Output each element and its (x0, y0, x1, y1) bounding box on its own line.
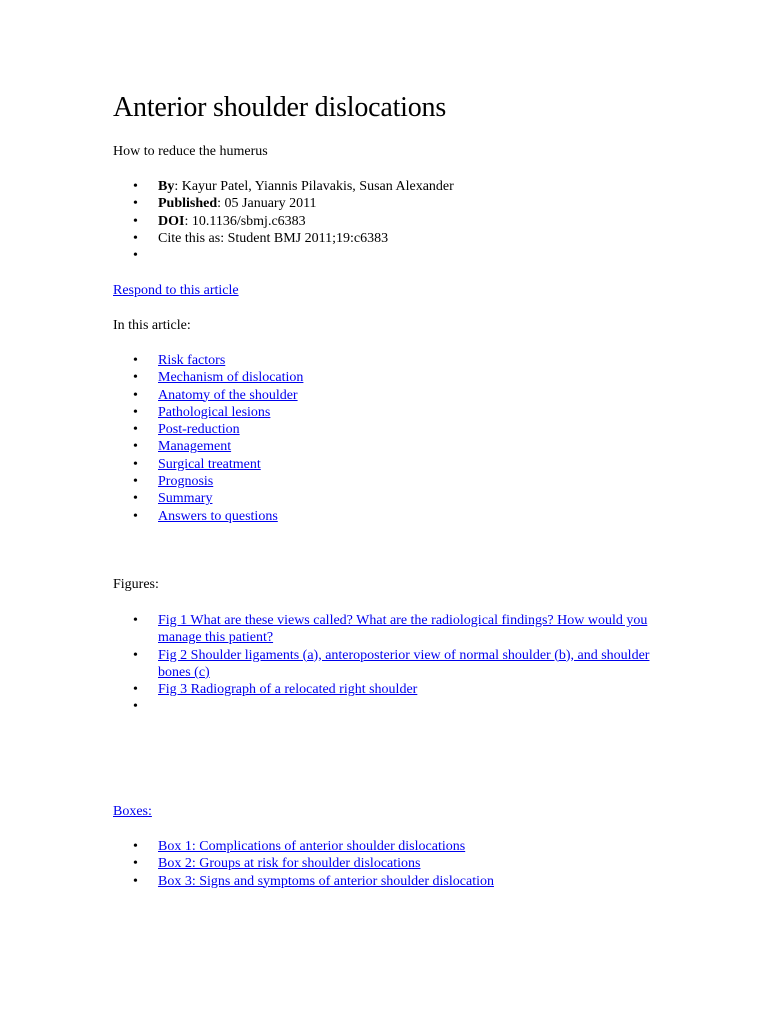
meta-cite: • Cite this as: Student BMJ 2011;19:c6383 (113, 230, 673, 247)
list-item (113, 873, 673, 890)
box-link[interactable]: Box 3: Signs and symptoms of anterior shoulder dislocation (158, 873, 494, 889)
section-link[interactable]: Answers to questions (158, 508, 278, 524)
respond-link[interactable]: Respond to this article (113, 283, 239, 298)
list-item (113, 681, 653, 698)
figures-list (113, 612, 653, 716)
list-item (113, 855, 673, 872)
figure-link[interactable]: Fig 1 What are these views called? What are the radiological findings? How would you manage this patient? (158, 613, 648, 646)
meta-doi-label: DOI (158, 213, 185, 229)
figure-link[interactable]: Fig 3 Radiograph of a relocated right shoulder (158, 682, 418, 698)
meta-authors-value: : Kayur Patel, Yiannis Pilavakis, Susan Alexander (174, 179, 454, 194)
section-link[interactable]: Anatomy of the shoulder (158, 387, 298, 403)
meta-published-value: : 05 January 2011 (217, 196, 317, 212)
section-link[interactable]: Prognosis (158, 474, 214, 490)
meta-published (113, 195, 673, 212)
list-item (113, 387, 673, 404)
figures-label: Figures: (113, 577, 159, 592)
in-this-article-label: In this article: (113, 318, 191, 333)
section-link[interactable]: Risk factors (158, 353, 226, 368)
list-item (113, 352, 673, 369)
meta-empty-item (113, 247, 673, 264)
box-link[interactable]: Box 2: Groups at risk for shoulder dislocations (158, 856, 421, 872)
page-title: Anterior shoulder dislocations (113, 92, 447, 123)
list-item (113, 438, 673, 455)
box-link[interactable]: Box 1: Complications of anterior shoulder dislocations (158, 839, 466, 854)
section-link[interactable]: Surgical treatment (158, 456, 261, 472)
section-link[interactable]: Management (158, 439, 232, 455)
meta-doi (113, 213, 673, 230)
figures-empty-item (113, 698, 653, 715)
list-item (113, 404, 673, 421)
sections-list (113, 352, 673, 525)
boxes-link[interactable]: Boxes: (113, 804, 152, 819)
list-item (113, 508, 673, 525)
list-item (113, 838, 673, 855)
list-item (113, 490, 673, 507)
list-item (113, 473, 673, 490)
meta-doi-value: : 10.1136/sbmj.c6383 (184, 213, 306, 229)
list-item (113, 612, 653, 647)
section-link[interactable]: Mechanism of dislocation (158, 370, 304, 386)
article-meta-list (113, 178, 673, 264)
meta-authors (113, 178, 673, 195)
boxes-list (113, 838, 673, 890)
section-link[interactable]: Post-reduction (158, 422, 240, 438)
section-link[interactable]: Summary (158, 491, 213, 507)
list-item (113, 369, 673, 386)
figure-link[interactable]: Fig 2 Shoulder ligaments (a), anteroposterior view of normal shoulder (b), and shoulder bones (c) (158, 647, 650, 680)
list-item (113, 456, 673, 473)
article-subtitle: How to reduce the humerus (113, 144, 268, 159)
section-link[interactable]: Pathological lesions (158, 404, 271, 420)
list-item (113, 421, 673, 438)
meta-published-label: Published (158, 196, 218, 212)
meta-authors-label: By (158, 179, 175, 194)
list-item (113, 647, 653, 682)
